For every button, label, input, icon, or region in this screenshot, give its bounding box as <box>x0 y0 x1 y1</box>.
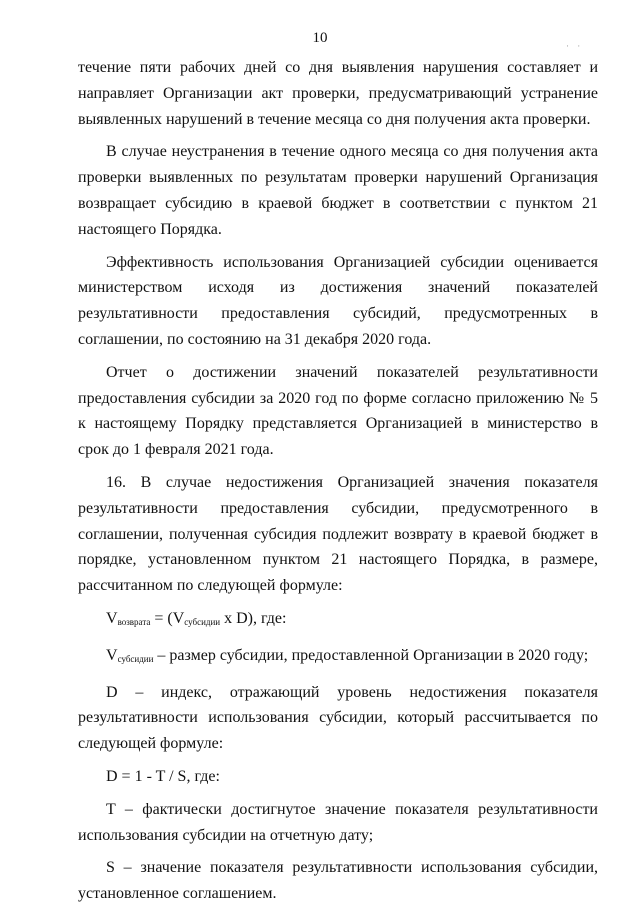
page-number: 10 <box>312 30 328 46</box>
formula-subsidy-subscript: субсидии <box>184 616 221 627</box>
formula-return-end: x D), где: <box>220 609 287 627</box>
paragraph-inspection-act: течение пяти рабочих дней со дня выявления нарушения составляет и направляет Организации акт проверки, предусматривающий устранение выявленных нарушений в течение месяца со дня получения акта проверки. <box>78 59 598 128</box>
definition-v-text: – размер субсидии, предоставленной Организации в 2020 году; <box>153 646 589 664</box>
document-body <box>78 55 598 914</box>
definition-v-subscript: субсидии <box>117 653 154 664</box>
formula-return-v: V <box>106 609 118 627</box>
formula-return-middle: = (V <box>150 609 185 627</box>
definition-v-subsidy <box>78 643 598 673</box>
formula-return <box>78 606 598 636</box>
paragraph-non-elimination: В случае неустранения в течение одного месяца со дня получения акта проверки выявленных по результатам проверки нарушений Организация возвращает субсидию в краевой бюджет в соответствии с пунктом 21 настоящего Порядка. <box>78 143 598 238</box>
corner-mark: · · <box>566 41 584 51</box>
paragraph-report: Отчет о достижении значений показателей результативности предоставления субсидии за 2020 год по форме согласно приложению № 5 к настоящему Порядку представляется Организацией в министерство в срок до 1 февраля 2021 года. <box>78 363 598 459</box>
paragraph-efficiency: Эффективность использования Организацией субсидии оценивается министерством исходя из достижения значений показателей результативности предоставления субсидий, предусмотренных в соглашении, по состоянию на 31 декабря 2020 года. <box>78 253 598 348</box>
definition-v-symbol: V <box>106 646 118 664</box>
paragraph-16: 16. В случае недостижения Организацией значения показателя результативности предоставления субсидии, предусмотренного в соглашении, полученная субсидия подлежит возврату в краевой бюджет в порядке, установленном пунктом 21 настоящего Порядка, в размере, рассчитанном по следующей формуле: <box>78 473 598 595</box>
definition-s: S – значение показателя результативности использования субсидии, установленное соглашением. <box>78 859 598 903</box>
definition-t: T – фактически достигнутое значение показателя результативности использования субсидии на отчетную дату; <box>78 800 598 844</box>
definition-d: D – индекс, отражающий уровень недостижения показателя результативности использования субсидии, который рассчитывается по следующей формуле: <box>78 683 598 753</box>
formula-return-subscript: возврата <box>117 616 151 627</box>
formula-d: D = 1 - T / S, где: <box>106 767 220 785</box>
